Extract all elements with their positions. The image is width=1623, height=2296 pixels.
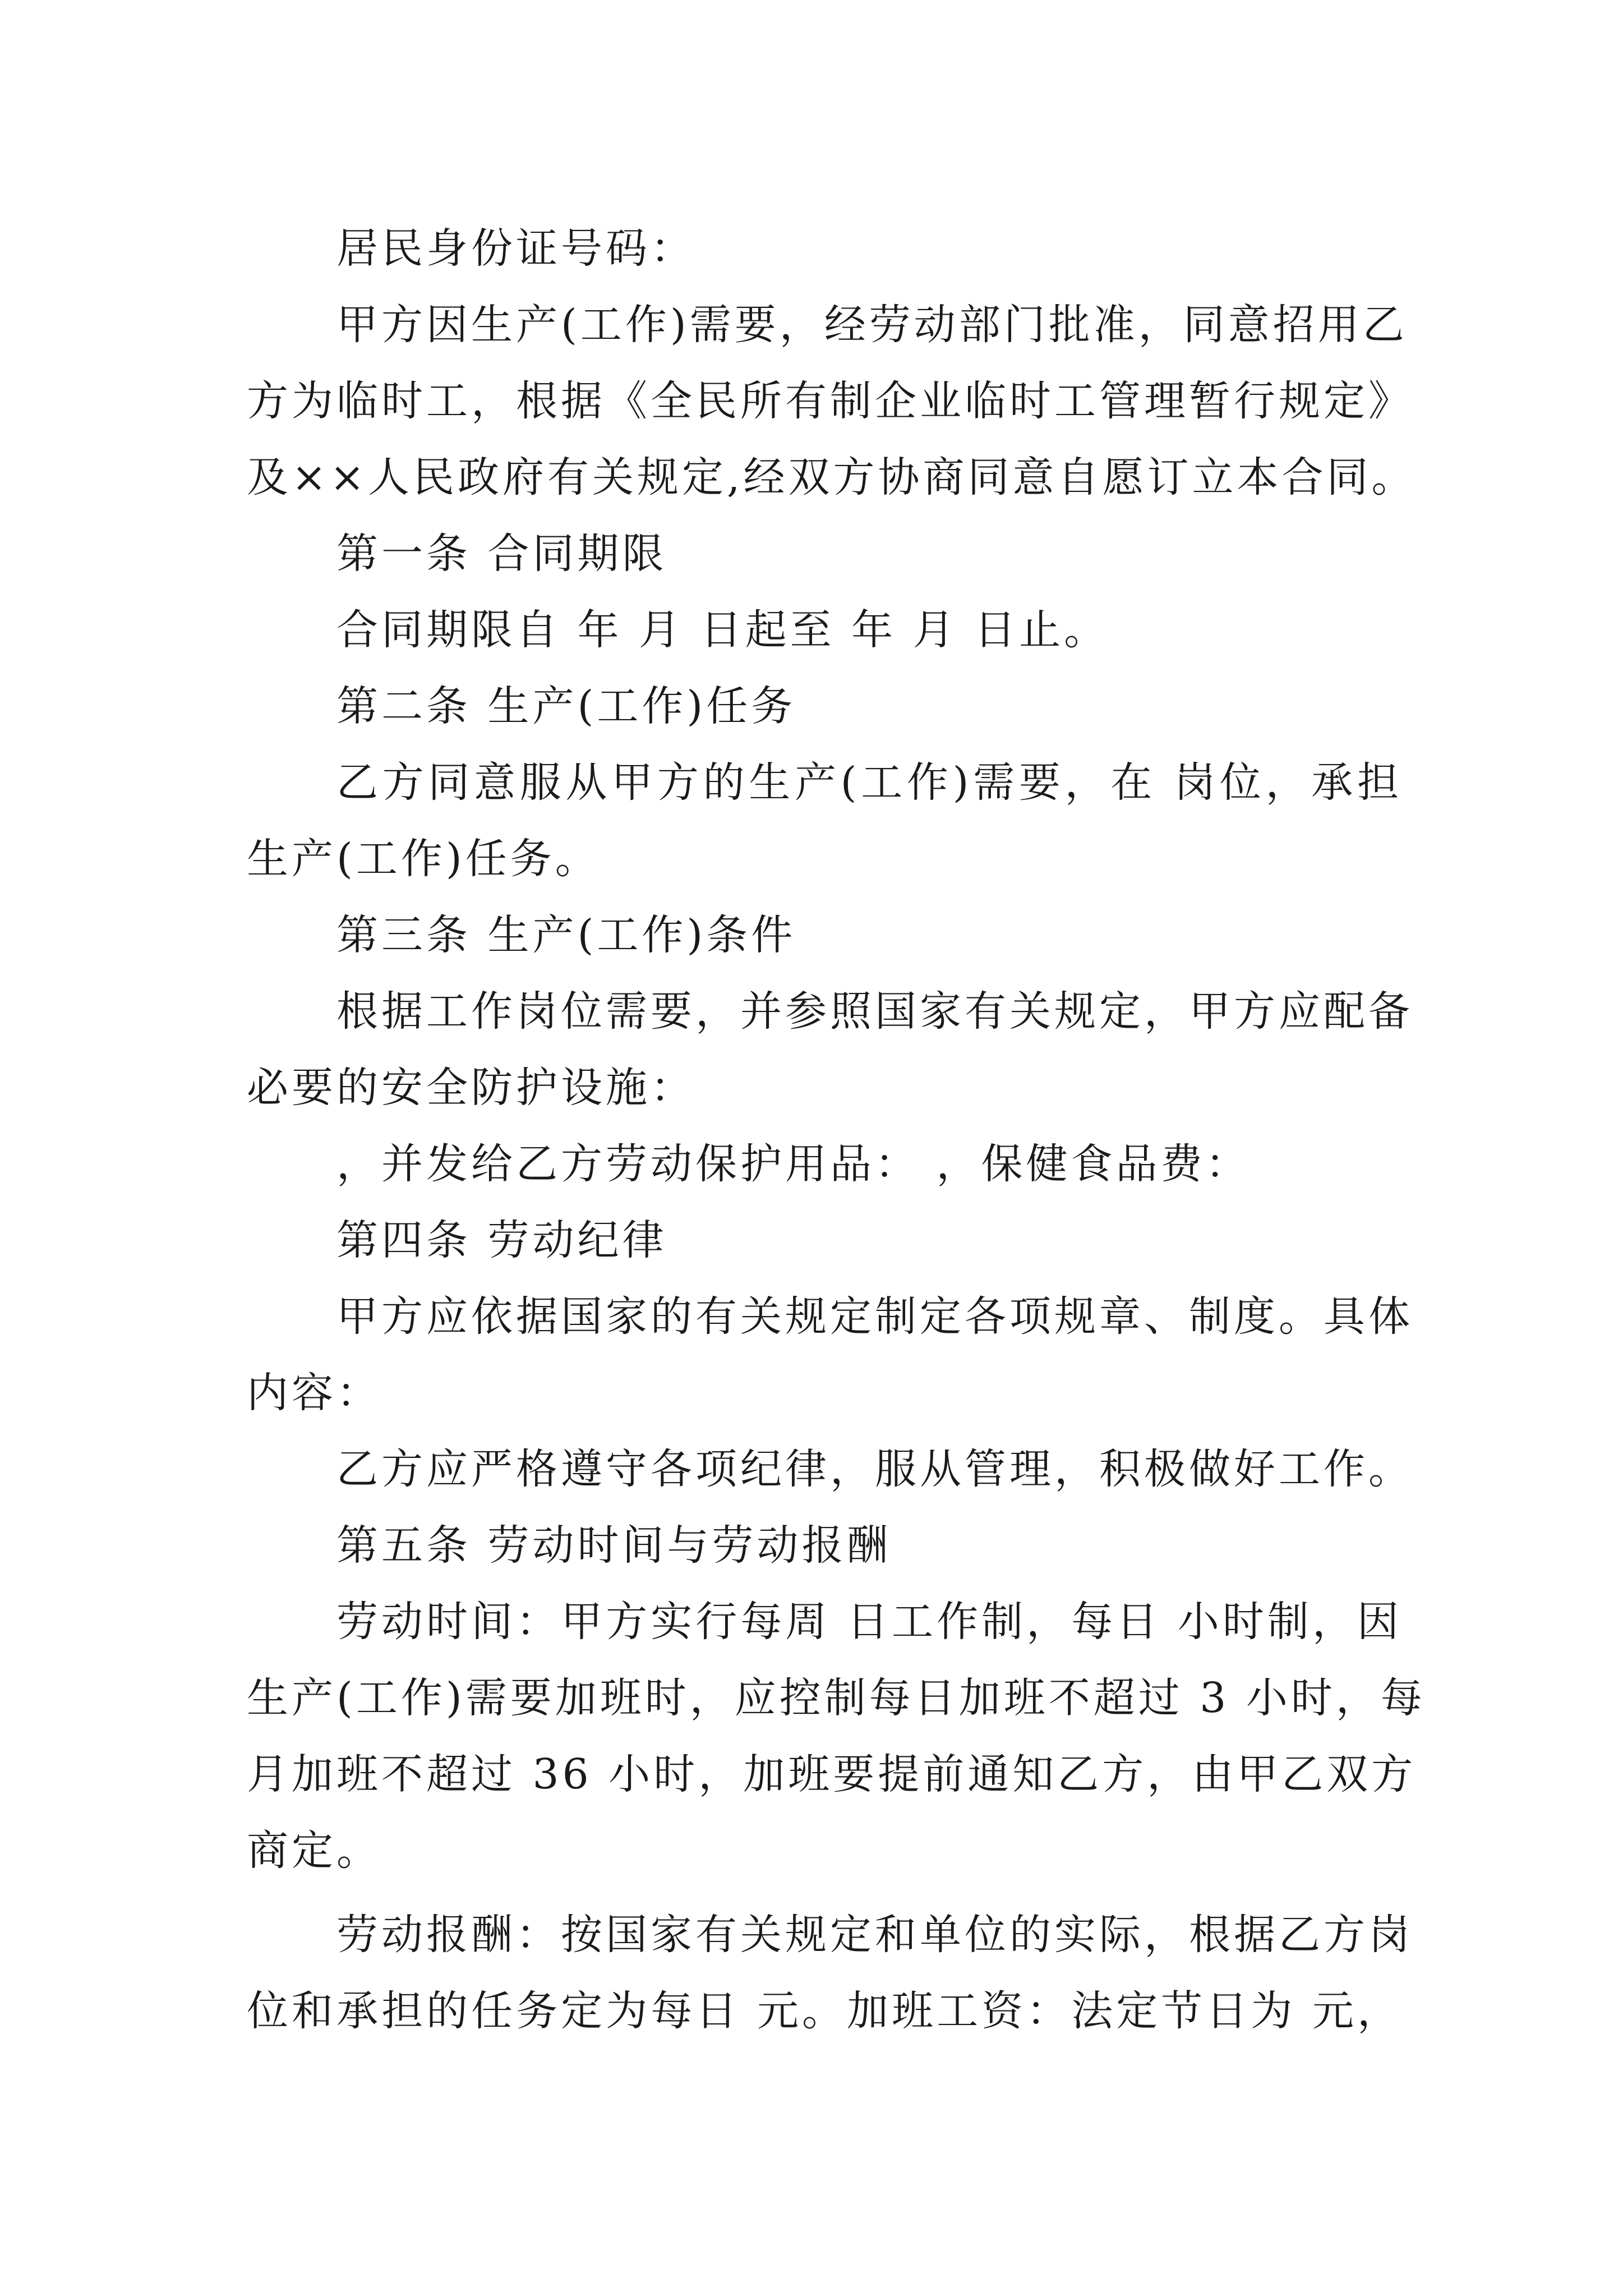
article-1-text: 合同期限自 年 月 日起至 年 月 日止。 [336,606,1109,654]
article-4-text-line-1: 甲方应依据国家的有关规定制定各项规章、制度。具体 [336,1292,1413,1341]
article-3-text-line-3: ，并发给乙方劳动保护用品： ，保健食品费： [336,1140,1251,1188]
article-5-heading: 第五条 劳动时间与劳动报酬 [336,1521,892,1570]
article-2-text-line-2: 生产(工作)任务。 [247,835,600,883]
article-2-text-line-1: 乙方同意服从甲方的生产(工作)需要，在 岗位，承担 [336,758,1402,807]
article-3-text-line-1: 根据工作岗位需要，并参照国家有关规定，甲方应配备 [336,987,1413,1036]
paragraph-intro-line-2: 方为临时工，根据《全民所有制企业临时工管理暂行规定》 [247,377,1413,425]
article-5-text-line-4: 商定。 [247,1826,381,1875]
article-5-text-line-2: 生产(工作)需要加班时，应控制每日加班不超过 3 小时，每 [247,1674,1426,1722]
article-4-heading: 第四条 劳动纪律 [336,1216,667,1264]
article-3-heading: 第三条 生产(工作)条件 [336,911,796,959]
article-1-heading: 第一条 合同期限 [336,530,667,578]
article-5-text-line-3: 月加班不超过 36 小时，加班要提前通知乙方，由甲乙双方 [247,1750,1417,1798]
article-2-heading: 第二条 生产(工作)任务 [336,682,796,730]
paragraph-intro-line-3: 及××人民政府有关规定,经双方协商同意自愿订立本合同。 [247,453,1417,501]
article-5-pay-line-1: 劳动报酬：按国家有关规定和单位的实际，根据乙方岗 [336,1911,1413,1959]
paragraph-intro-line-1: 甲方因生产(工作)需要，经劳动部门批准，同意招用乙 [336,301,1408,349]
article-5-pay-line-2: 位和承担的任务定为每日 元。加班工资：法定节日为 元， [247,1987,1402,2035]
article-3-text-line-2: 必要的安全防护设施： [247,1064,695,1112]
article-4-text-line-3: 乙方应严格遵守各项纪律，服从管理，积极做好工作。 [336,1445,1413,1493]
id-number-line: 居民身份证号码： [336,224,695,273]
article-4-text-line-2: 内容： [247,1369,381,1417]
contract-body [247,210,1426,2049]
article-5-text-line-1: 劳动时间：甲方实行每周 日工作制，每日 小时制，因 [336,1598,1402,1646]
